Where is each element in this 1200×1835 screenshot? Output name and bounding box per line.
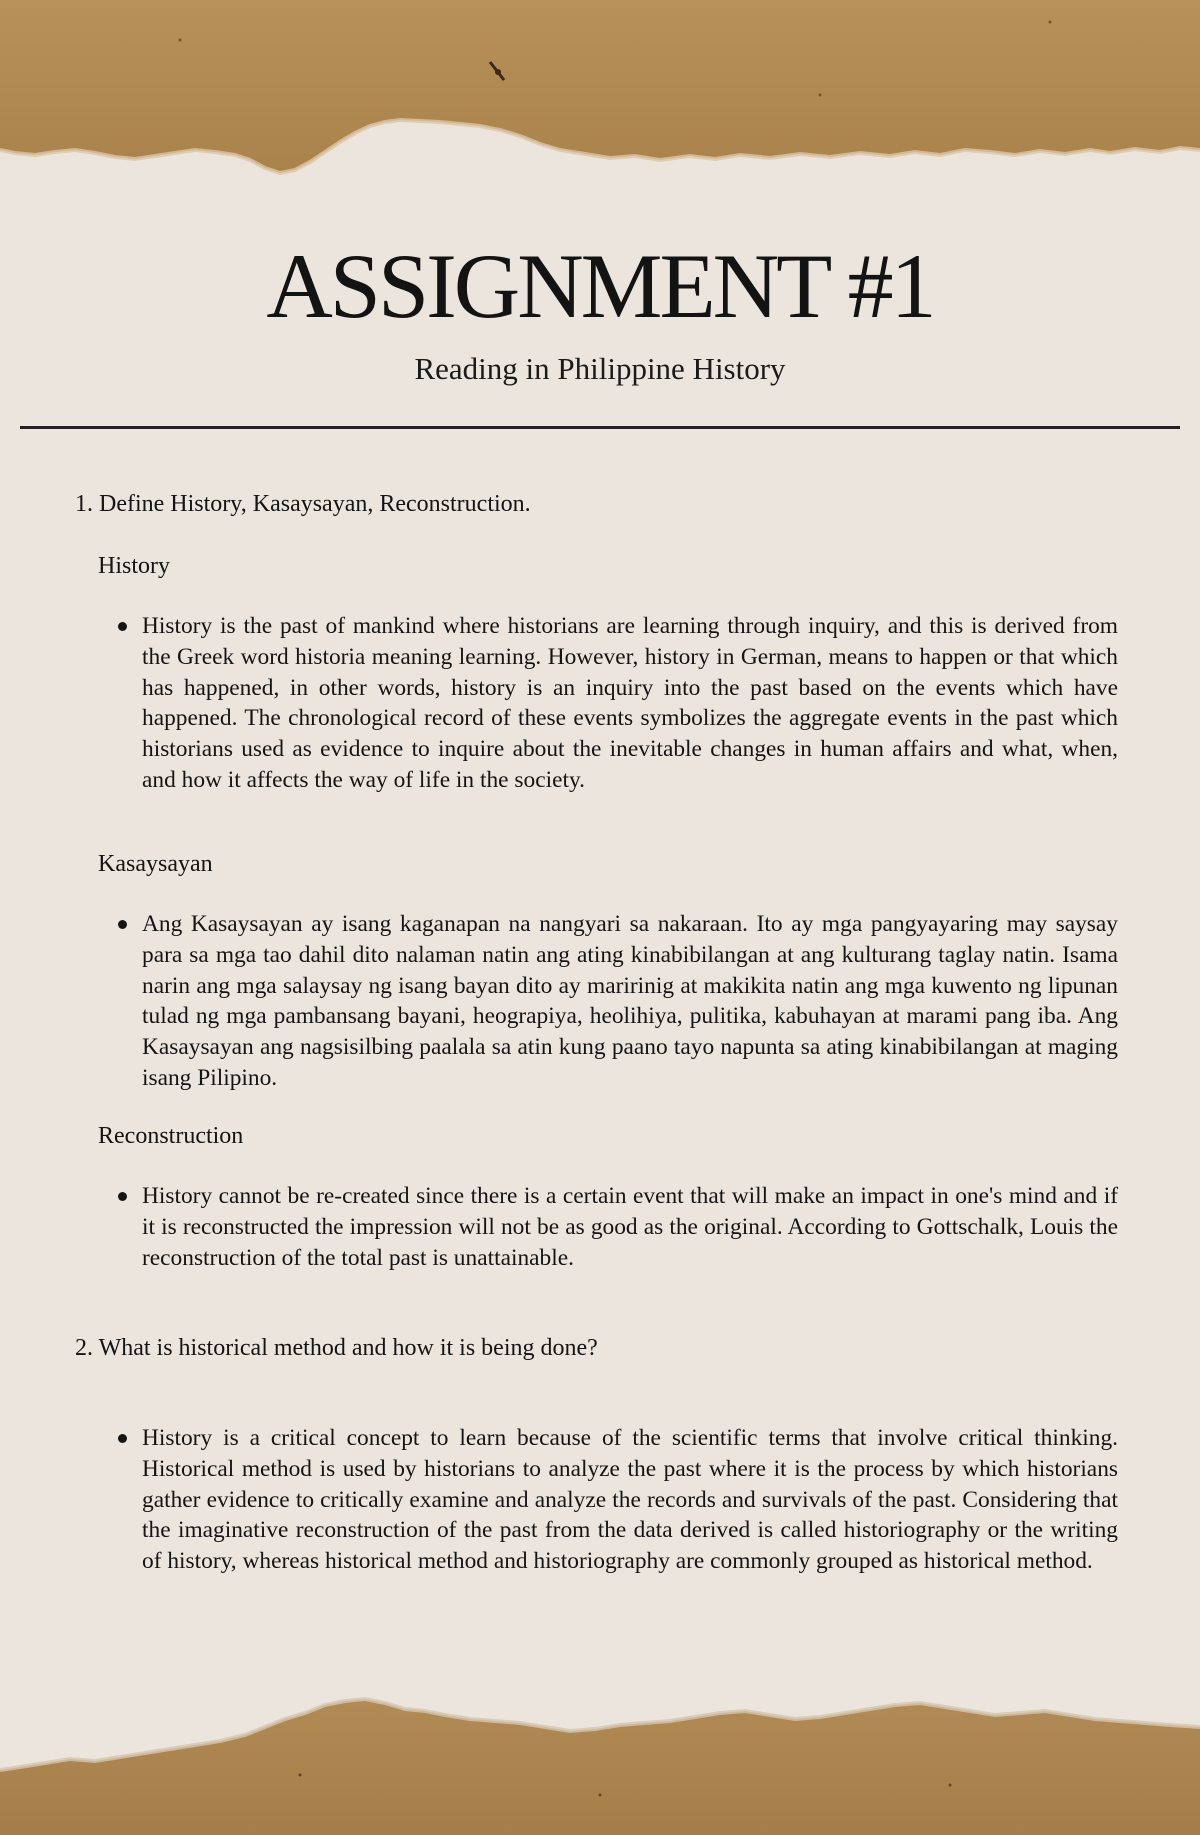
bullet-marker <box>118 920 127 929</box>
question-2: 2. What is historical method and how it is being done? <box>75 1335 598 1361</box>
bullet-marker <box>118 1434 127 1443</box>
reconstruction-definition-bullet <box>142 1181 1118 1273</box>
bullet-marker <box>118 622 127 631</box>
question-1: 1. Define History, Kasaysayan, Reconstruction. <box>75 491 531 517</box>
bullet-marker <box>118 1192 127 1201</box>
reconstruction-definition-text: History cannot be re-created since there is a certain event that will make an impact in one's mind and if it is reconstructed the impression will not be as good as the original. According to Gottschalk, Louis the reconstruction of the total past is unattainable. <box>142 1183 1118 1271</box>
page-subtitle: Reading in Philippine History <box>414 351 786 386</box>
term-kasaysayan-heading: Kasaysayan <box>98 851 213 877</box>
kasaysayan-definition-text: Ang Kasaysayan ay isang kaganapan na nangyari sa nakaraan. Ito ay mga pangyayaring may saysay para sa mga tao dahil dito nalaman natin ang ating kinabibilangan at ang kulturang taglay natin. Isama narin ang mga salaysay ng isang bayan dito ay maririnig at makikita natin ang mga kuwento ng lipunan tulad ng mga pambansang bayani, heograpiya, heolihiya, pulitika, kabuhayan at marami pang iba. Ang Kasaysayan ang nagsisilbing paalala sa atin kung paano tayo napunta sa ating kinabibilangan at maging isang Pilipino. <box>142 911 1118 1091</box>
historical-method-bullet <box>142 1423 1118 1577</box>
torn-paper-bottom-decoration <box>0 1675 1200 1835</box>
header-divider <box>20 426 1180 429</box>
page-title: ASSIGNMENT #1 <box>266 235 934 337</box>
torn-paper-top-decoration <box>0 0 1200 180</box>
term-reconstruction-heading: Reconstruction <box>98 1123 244 1149</box>
kasaysayan-definition-bullet <box>142 909 1118 1094</box>
history-definition-text: History is the past of mankind where historians are learning through inquiry, and this is derived from the Greek word historia meaning learning. However, history in German, means to happen or that which has happened, in other words, history is an inquiry into the past based on the events which have happened. The chronological record of these events symbolizes the aggregate events in the past which historians used as evidence to inquire about the inevitable changes in human affairs and what, when, and how it affects the way of life in the society. <box>142 613 1118 793</box>
history-definition-bullet <box>142 611 1118 796</box>
historical-method-text: History is a critical concept to learn because of the scientific terms that involve critical thinking. Historical method is used by historians to analyze the past where it is the process by which historians gather evidence to critically examine and analyze the records and survivals of the past. Considering that the imaginative reconstruction of the past from the data derived is called historiography or the writing of history, whereas historical method and historiography are commonly grouped as historical method. <box>142 1425 1118 1575</box>
term-history-heading: History <box>98 553 170 579</box>
